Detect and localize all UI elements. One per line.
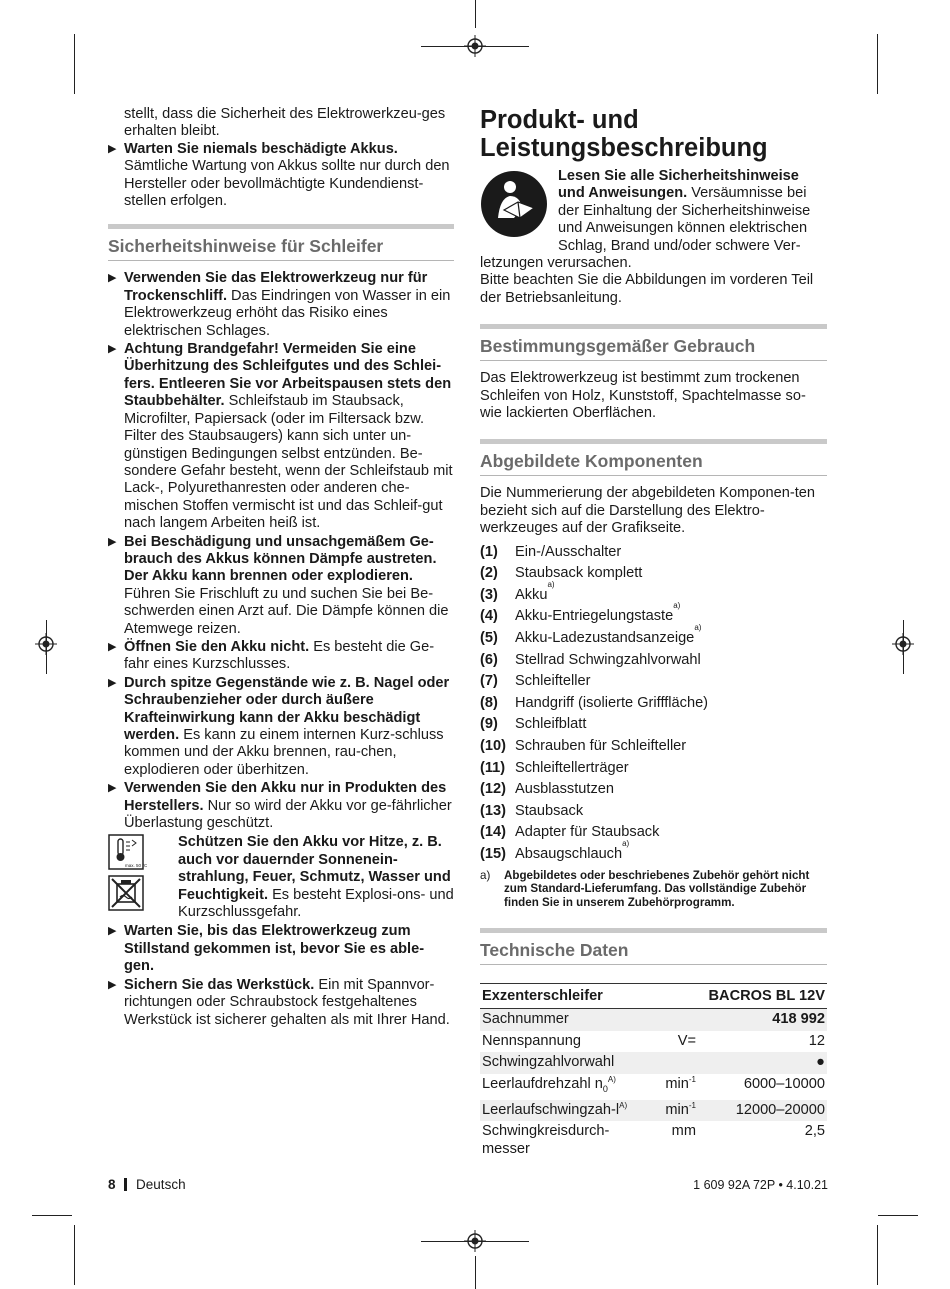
arrow-bullet-icon: ▶	[108, 978, 117, 991]
safety-item	[108, 977, 454, 1029]
intended-use-text: Das Elektrowerkzeug ist bestimmt zum trockenen Schleifen von Holz, Kunststoff, Spachtelmasse so-wie lackierten Oberflächen.	[480, 370, 806, 422]
component-item	[480, 623, 827, 650]
component-item	[480, 736, 827, 758]
component-item	[480, 839, 827, 866]
component-item	[480, 801, 827, 823]
component-label: Akku	[515, 586, 548, 603]
component-item	[480, 671, 827, 693]
tech-row	[480, 1052, 827, 1073]
component-label: Staubsack	[515, 802, 584, 819]
tech-row	[480, 1100, 827, 1121]
left-column	[108, 106, 454, 1030]
temperature-limit-label: max. 50 °C	[125, 863, 148, 869]
component-number: (14)	[480, 824, 506, 841]
page-footer-left	[108, 1177, 186, 1193]
component-number: (1)	[480, 543, 498, 560]
tech-row	[480, 1121, 827, 1160]
tech-label: Sachnummer	[482, 1011, 569, 1028]
arrow-bullet-icon: ▶	[108, 343, 117, 356]
tech-label-footnote-ref: A)	[607, 1074, 616, 1084]
tech-value: 12000–20000	[698, 1100, 827, 1121]
read-manual-icon	[480, 170, 548, 238]
components-list	[480, 542, 827, 866]
component-label: Staubsack komplett	[515, 565, 643, 582]
tech-value: ●	[698, 1052, 827, 1073]
heat-warning-block	[108, 834, 454, 921]
component-item	[480, 650, 827, 672]
tech-unit-exponent: -1	[688, 1074, 696, 1084]
tech-header-value: BACROS BL 12V	[698, 983, 827, 1008]
component-label: Schleiftellerträger	[515, 759, 629, 776]
registration-mark-icon	[892, 633, 914, 655]
component-number: (2)	[480, 565, 498, 582]
safety-item-bold: Bei Beschädigung und unsachgemäßem Ge-brauch des Akkus können Dämpfe austreten. Der Akku kann brennen oder explodieren.	[124, 533, 437, 585]
safety-item	[108, 341, 454, 532]
component-label: Akku-Entriegelungstaste	[515, 608, 674, 625]
safety-item-bold: Verwenden Sie das Elektrowerkzeug nur für Trockenschliff.	[124, 270, 428, 304]
arrow-bullet-icon: ▶	[108, 142, 117, 155]
tech-unit-exponent: -1	[688, 1101, 696, 1111]
crop-mark	[74, 34, 75, 94]
safety-item	[108, 141, 454, 211]
crop-mark	[877, 34, 878, 94]
component-number: (6)	[480, 651, 498, 668]
component-footnote-ref: a)	[673, 601, 681, 611]
safety-item-bold: Achtung Brandgefahr! Vermeiden Sie eine Überhitzung des Schleifgutes und des Schlei-fers. Entleeren Sie vor Arbeitspausen stets den Staubbehälter.	[124, 341, 452, 410]
tech-label-footnote-ref: A)	[619, 1101, 628, 1111]
crop-mark	[475, 0, 476, 28]
tech-row	[480, 1009, 827, 1031]
component-number: (8)	[480, 694, 498, 711]
tech-unit: min	[665, 1101, 689, 1118]
read-instructions-bold: Lesen Sie alle Sicherheitshinweise und Anweisungen.	[558, 168, 799, 202]
arrow-bullet-icon: ▶	[108, 535, 117, 548]
footnote-label: a)	[480, 868, 491, 882]
component-item	[480, 758, 827, 780]
component-number: (12)	[480, 781, 506, 798]
tech-label: Nennspannung	[482, 1032, 581, 1049]
tech-label-subscript: 0	[602, 1083, 608, 1094]
component-number: (10)	[480, 738, 506, 755]
tech-row	[480, 1031, 827, 1052]
registration-mark-icon	[464, 1230, 486, 1252]
footnote-text: Abgebildetes oder beschriebenes Zubehör gehört nicht zum Standard-Lieferumfang. Das vollständige Zubehör finden Sie in unserem Zubehörprogramm.	[504, 868, 810, 910]
page-footer-right	[693, 1177, 828, 1193]
component-number: (13)	[480, 802, 506, 819]
heat-warning-bold: Schützen Sie den Akku vor Hitze, z. B. auch vor dauernder Sonnenein-strahlung, Feuer, Schmutz, Wasser und Feuchtigkeit.	[178, 834, 451, 903]
component-item	[480, 822, 827, 844]
section-heading-intended-use: Bestimmungsgemäßer Gebrauch	[480, 324, 827, 361]
component-label: Stellrad Schwingzahlvorwahl	[515, 651, 701, 668]
arrow-bullet-icon: ▶	[108, 272, 117, 285]
tech-label: Schwingzahlvorwahl	[482, 1054, 615, 1071]
safety-item-text: Sämtliche Wartung von Akkus sollte nur durch den Hersteller oder bevollmächtigte Kundendienst-stellen erfolgen.	[124, 158, 450, 210]
safety-item-text: Führen Sie Frischluft zu und suchen Sie bei Be-schwerden einen Arzt auf. Die Dämpfe können die Atemwege reizen.	[124, 585, 449, 637]
tech-row	[480, 1074, 827, 1100]
safety-item-text: Das Eindringen von Wasser in ein Elektrowerkzeug erhöht das Risiko eines elektrischen Schlages.	[124, 287, 451, 339]
component-number: (9)	[480, 716, 498, 733]
continuation-text: stellt, dass die Sicherheit des Elektrowerkzeu-ges erhalten bleibt.	[124, 106, 446, 140]
crop-mark	[878, 1215, 918, 1216]
section-heading-components: Abgebildete Komponenten	[480, 439, 827, 476]
section-heading-tech-data: Technische Daten	[480, 928, 827, 965]
component-item	[480, 563, 827, 585]
safety-item-bold: Warten Sie niemals beschädigte Akkus.	[124, 140, 398, 157]
tech-value: 418 992	[698, 1009, 827, 1031]
tech-label: Schwingkreisdurch-messer	[482, 1123, 610, 1157]
component-item	[480, 714, 827, 736]
tech-value: 6000–10000	[743, 1075, 825, 1092]
safety-item-bold: Öffnen Sie den Akku nicht.	[124, 638, 310, 655]
safety-item-bold: Warten Sie, bis das Elektrowerkzeug zum Stillstand gekommen ist, bevor Sie es able-gen.	[124, 923, 425, 975]
heat-warning-text	[178, 834, 454, 921]
tech-unit: V=	[677, 1032, 696, 1049]
component-label: Absaugschlauch	[515, 846, 623, 862]
tech-label: Leerlaufdrehzahl n	[482, 1075, 603, 1092]
component-item	[480, 579, 827, 607]
component-label: Schrauben für Schleifteller	[515, 738, 687, 755]
safety-item	[108, 534, 454, 638]
component-label: Schleifteller	[515, 673, 591, 690]
component-item	[480, 779, 827, 801]
see-figures-text: Bitte beachten Sie die Abbildungen im vorderen Teil der Betriebsanleitung.	[480, 272, 814, 306]
safety-item-text: Es kann zu einem internen Kurz-schluss kommen und der Akku brennen, rau-chen, explodieren oder überhitzen.	[124, 727, 444, 778]
component-footnote-ref: a)	[547, 579, 555, 589]
safety-item-bold: Verwenden Sie den Akku nur in Produkten des Herstellers.	[124, 780, 447, 814]
safety-item-text: Es besteht die Ge-fahr eines Kurzschlusses.	[124, 638, 435, 673]
component-number: (4)	[480, 608, 498, 625]
safety-item	[108, 675, 454, 779]
component-label: Handgriff (isolierte Grifffläche)	[515, 694, 709, 711]
safety-item-text: Ein mit Spannvor-richtungen oder Schraubstock festgehaltenes Werkstück ist sicherer gehalten als mit Ihrer Hand.	[124, 976, 450, 1028]
heat-warning-normal: Es besteht Explosi-ons- und Kurzschlussgefahr.	[178, 886, 454, 921]
component-label: Akku-Ladezustandsanzeige	[515, 630, 695, 647]
arrow-bullet-icon: ▶	[108, 676, 117, 689]
crop-mark	[877, 1225, 878, 1285]
footnote	[480, 869, 827, 910]
tech-value: 2,5	[804, 1123, 825, 1140]
safety-item	[108, 780, 454, 832]
safety-item-bold: Durch spitze Gegenstände wie z. B. Nagel oder Schraubenzieher oder durch äußere Krafteinwirkung kann der Akku beschädigt werden.	[124, 674, 450, 743]
component-footnote-ref: a)	[622, 839, 630, 848]
component-number: (15)	[480, 846, 506, 862]
no-water-icon	[108, 875, 144, 911]
crop-mark	[32, 1215, 72, 1216]
component-number: (7)	[480, 673, 498, 690]
temperature-limit-icon	[108, 834, 148, 870]
safety-item	[108, 639, 454, 674]
component-label: Ein-/Ausschalter	[515, 543, 622, 560]
arrow-bullet-icon: ▶	[108, 925, 117, 938]
component-label: Adapter für Staubsack	[515, 824, 660, 841]
component-footnote-ref: a)	[694, 623, 702, 633]
tech-label: Leerlaufschwingzah-l	[482, 1101, 620, 1118]
footer-divider	[124, 1178, 127, 1191]
safety-item-text: Nur so wird der Akku vor ge-fährlicher Überlastung geschützt.	[124, 797, 452, 832]
arrow-bullet-icon: ▶	[108, 640, 117, 653]
tech-header-label: Exzenterschleifer	[480, 983, 644, 1008]
tech-data-table	[480, 983, 827, 1160]
right-column	[480, 106, 827, 1160]
document-code: 1 609 92A 72P • 4.10.21	[693, 1178, 828, 1192]
component-number: (11)	[480, 759, 506, 776]
page-title: Produkt- und Leistungsbeschreibung	[480, 106, 768, 162]
component-item	[480, 601, 827, 628]
crop-mark	[475, 1256, 476, 1289]
registration-mark-icon	[464, 35, 486, 57]
read-instructions-normal: Versäumnisse bei der Einhaltung der Sicherheitshinweise und Anweisungen können elektrischen Schlag, Brand und/oder schwere Ver-letzungen verursachen.	[480, 185, 811, 272]
crop-mark	[74, 1225, 75, 1285]
footer-language: Deutsch	[136, 1177, 186, 1192]
section-heading-sander-safety: Sicherheitshinweise für Schleifer	[108, 224, 454, 261]
components-intro: Die Nummerierung der abgebildeten Komponen-ten bezieht sich auf die Darstellung des Elektro-werkzeuges auf der Grafikseite.	[480, 485, 816, 537]
registration-mark-icon	[35, 633, 57, 655]
tech-value: 12	[808, 1032, 825, 1049]
arrow-bullet-icon: ▶	[108, 782, 117, 795]
tech-unit: min	[665, 1075, 689, 1092]
tech-unit: mm	[671, 1123, 696, 1140]
safety-item	[108, 923, 454, 975]
component-number: (5)	[480, 630, 498, 647]
page-number: 8	[108, 1177, 116, 1192]
component-item	[480, 542, 827, 564]
read-instructions-block	[480, 168, 827, 272]
tech-header-row	[480, 983, 827, 1008]
safety-item	[108, 270, 454, 340]
component-item	[480, 693, 827, 715]
safety-item-bold: Sichern Sie das Werkstück.	[124, 976, 315, 993]
safety-item-text: Schleifstaub im Staubsack, Microfilter, Papiersack (oder im Filtersack bzw. Filter des Staubsaugers) kann sich unter un-günstigen Bedingungen selbst entzünden. Be-sondere Gefahr besteht, wenn der Schleifstaub mit Lack-, Polyurethanresten oder anderen che-mischen Stoffen vermischt ist und das Schleif-gut nach langem Arbeiten heiß ist.	[124, 393, 453, 532]
component-label: Ausblasstutzen	[515, 781, 614, 798]
component-number: (3)	[480, 586, 498, 603]
component-label: Schleifblatt	[515, 716, 587, 733]
